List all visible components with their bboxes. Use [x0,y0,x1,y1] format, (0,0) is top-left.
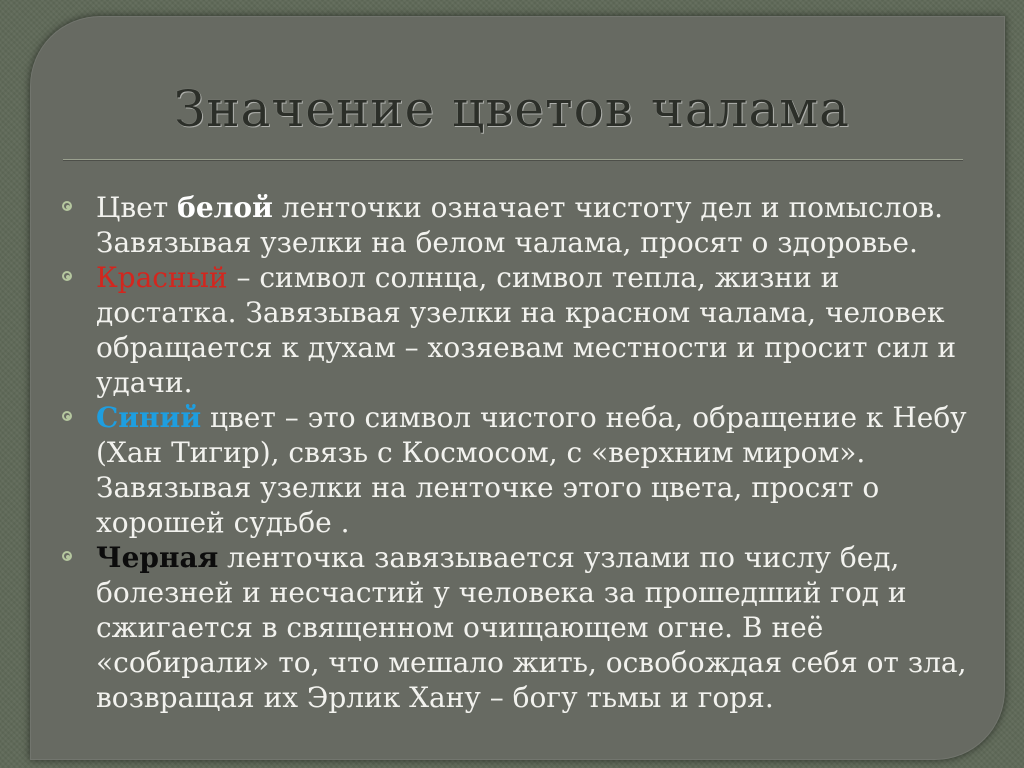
bullet-item-white [62,190,972,260]
keyword-white: белой [177,191,273,224]
circle-bullet-icon [62,411,72,421]
circle-bullet-icon [62,551,72,561]
item-text-after: ленточка завязывается узлами по числу бед, болезней и несчастий у человека за прошедший год и сжигается в священном очищающем огне. В неё «собирали» то, что мешало жить, освобождая себя от зла, возвращая их Эрлик Хану – богу тьмы и горя. [96,541,967,714]
bullet-item-red [62,260,972,400]
circle-bullet-icon [62,271,72,281]
item-text-after: цвет – это символ чистого неба, обращение к Небу (Хан Тигир), связь с Космосом, с «верхним миром». Завязывая узелки на ленточке этого цвета, просят о хорошей судьбе . [96,401,967,539]
item-text-after: – символ солнца, символ тепла, жизни и достатка. Завязывая узелки на красном чалама, человек обращается к духам – хозяевам местности и просит сил и удачи. [96,261,957,399]
keyword-black: Черная [96,541,219,574]
item-text-after: ленточки означает чистоту дел и помыслов. Завязывая узелки на белом чалама, просят о здоровье. [96,191,944,259]
item-text-before: Цвет [96,191,178,224]
bullet-list [62,190,972,715]
keyword-red: Красный [96,261,228,294]
bullet-item-blue [62,400,972,540]
slide-title: Значение цветов чалама [174,80,850,138]
keyword-blue: Синий [96,401,202,434]
bullet-item-black [62,540,972,715]
title-divider [63,159,963,160]
circle-bullet-icon [62,201,72,211]
